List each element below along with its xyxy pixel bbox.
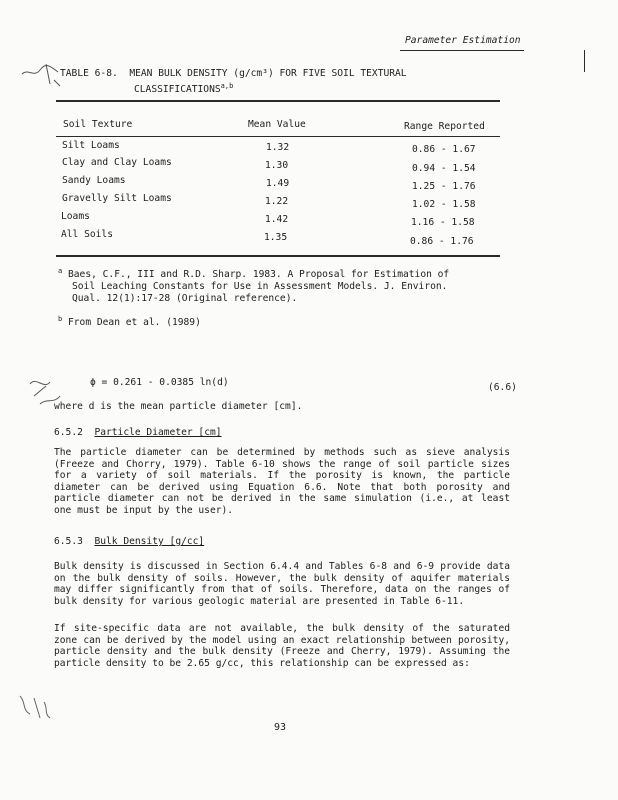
cell-range-reported: 1.02 - 1.58 [412, 199, 476, 210]
footnote-b: $^b$ From Dean et al. (1989) [58, 315, 201, 329]
section-title: Bulk Density [g/cc] [94, 536, 205, 547]
cell-range-reported: 0.94 - 1.54 [412, 163, 476, 174]
cell-soil-texture: All Soils [61, 229, 113, 240]
footnote-a: $^a$ Baes, C.F., III and R.D. Sharp. 1983. A Proposal for Estimation of Soil Leaching Constants for Use in Assessment Models. J. Environ. Qual. 12(1):17-28 (Original reference). [58, 267, 450, 305]
section-6-5-3-paragraph-2: If site-specific data are not available, the bulk density of the saturated zone can be derived by the model using an exact relationship between porosity, particle density and the bulk density (Freeze and Cherry, 1979). Assuming the particle density to be 2.65 g/cc, this relationship can be expressed as: [54, 623, 510, 669]
cell-soil-texture: Clay and Clay Loams [62, 157, 172, 168]
section-6-5-3-paragraph-1: Bulk density is discussed in Section 6.4.4 and Tables 6-8 and 6-9 provide data on the bulk density of soils. However, the bulk density of aquifer materials may differ significantly from that of soils. Therefore, data on the ranges of bulk density for various geologic material are presented in Table 6-11. [54, 561, 510, 607]
cell-soil-texture: Loams [61, 211, 90, 222]
margin-scribble-bottom [14, 690, 54, 724]
page-number: 93 [274, 722, 287, 733]
cell-range-reported: 1.25 - 1.76 [412, 181, 476, 192]
table-label: TABLE 6-8. [60, 68, 118, 79]
column-header-mean-value: Mean Value [248, 119, 306, 130]
cell-mean-value: 1.49 [266, 178, 290, 189]
footnote-b-mark: b [58, 315, 63, 323]
cell-mean-value: 1.35 [264, 232, 288, 243]
section-number: 6.5.3 [54, 536, 83, 547]
running-header: Parameter Estimation [405, 35, 521, 46]
cell-range-reported: 0.86 - 1.67 [412, 144, 476, 155]
table-title-line-1 [60, 68, 407, 80]
table-title-line-2: CLASSIFICATIONS$^{a,b}$ [134, 82, 234, 96]
cell-mean-value: 1.30 [265, 160, 289, 171]
section-6-5-2-heading [54, 427, 222, 439]
cell-mean-value: 1.22 [265, 196, 289, 207]
section-number: 6.5.2 [54, 427, 83, 438]
cell-range-reported: 1.16 - 1.58 [411, 217, 475, 228]
column-header-range-reported: Range Reported [404, 121, 485, 132]
cell-mean-value: 1.42 [265, 214, 289, 225]
cell-mean-value: 1.32 [266, 142, 290, 153]
table-title: MEAN BULK DENSITY (g/cm³) FOR FIVE SOIL TEXTURAL [129, 68, 407, 79]
margin-bar [584, 50, 585, 72]
section-6-5-2-paragraph: The particle diameter can be determined by methods such as sieve analysis (Freeze and Chorry, 1979). Table 6-10 shows the range of soil particle sizes for a variety of soil materials. If the porosity is known, the particle diameter can be derived using Equation 6.6. Note that both porosity and particle diameter can not be derived in the same simulation (i.e., at least one must be input by the user). [54, 447, 510, 516]
section-title: Particle Diameter [cm] [94, 427, 222, 438]
equation-definition: where d is the mean particle diameter [cm]. [54, 401, 303, 412]
table-title-footnote-marks: a,b [220, 82, 234, 90]
equation-number: (6.6) [488, 382, 517, 393]
section-6-5-3-heading [54, 536, 204, 548]
cell-soil-texture: Gravelly Silt Loams [62, 193, 172, 204]
table-header-rule [56, 136, 500, 137]
table-top-rule [56, 100, 500, 102]
header-rule [400, 50, 524, 51]
table-bottom-rule [56, 255, 500, 257]
cell-soil-texture: Silt Loams [62, 140, 120, 151]
cell-soil-texture: Sandy Loams [62, 175, 126, 186]
footnote-a-mark: a [58, 267, 63, 275]
equation-6-6: ϕ = 0.261 - 0.0385 ln(d) [90, 377, 229, 388]
column-header-soil-texture: Soil Texture [63, 119, 133, 130]
cell-range-reported: 0.86 - 1.76 [410, 236, 474, 247]
